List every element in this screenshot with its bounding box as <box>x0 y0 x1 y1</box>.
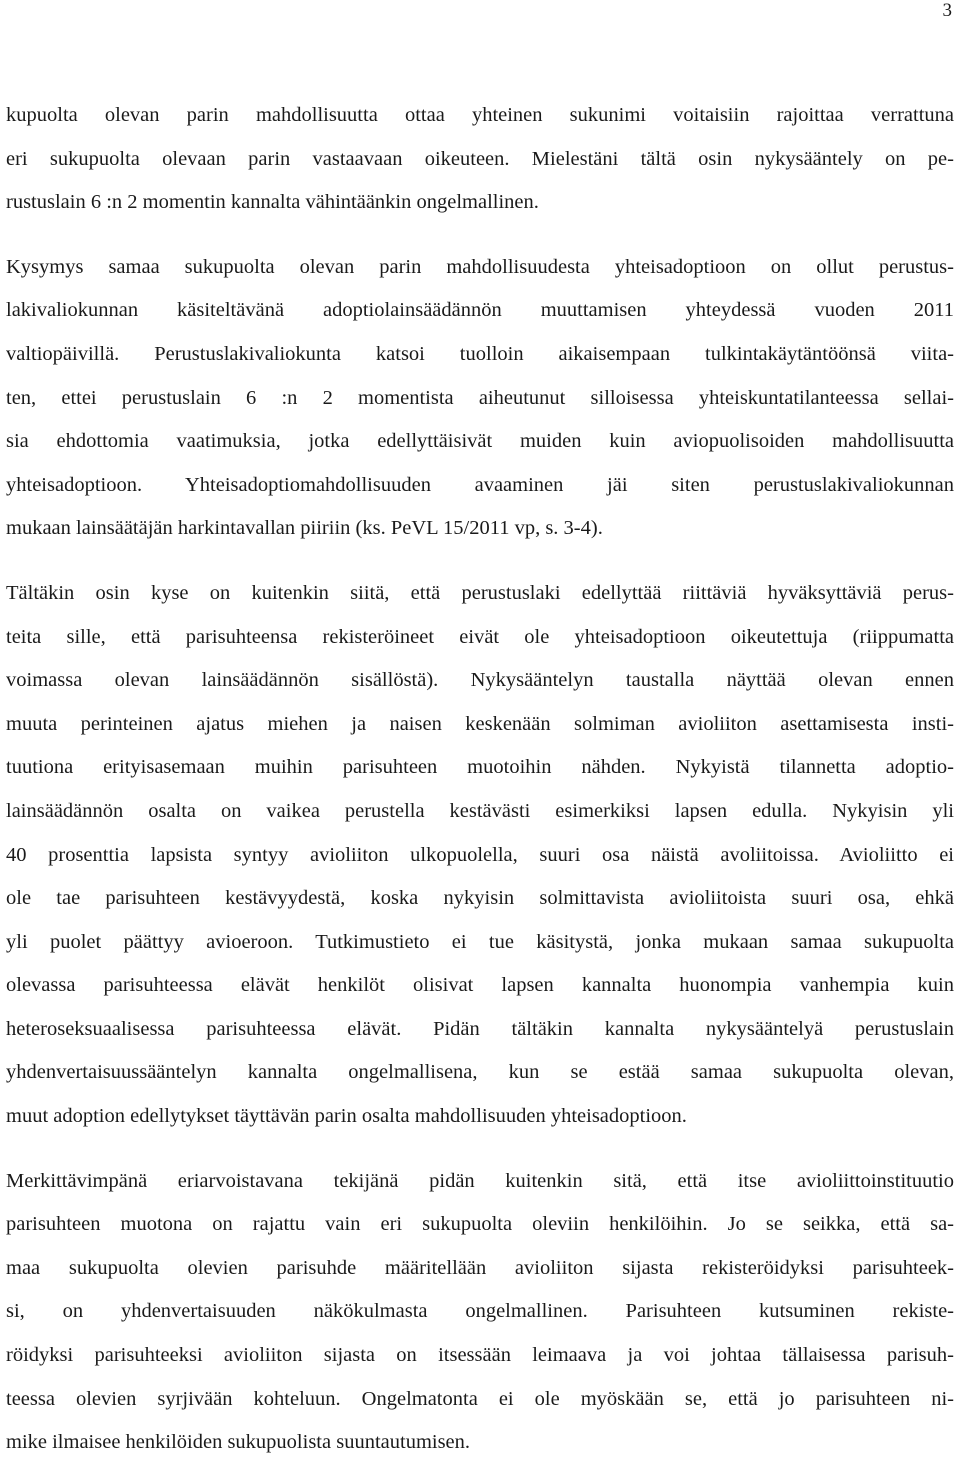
text-line: valtiopäivillä. Perustuslakivaliokunta katsoi tuolloin aikaisempaan tulkintakäytäntöönsä viita- <box>6 342 954 365</box>
text-line: sia ehdottomia vaatimuksia, jotka edellyttäisivät muiden kuin aviopuolisoiden mahdollisuutta <box>6 430 954 453</box>
text-line: 40 prosenttia lapsista syntyy avioliiton ulkopuolella, suuri osa näistä avoliitoissa. Avioliitto ei <box>6 843 954 866</box>
page-number: 3 <box>942 0 952 21</box>
text-line: yli puolet päättyy avioeroon. Tutkimustieto ei tue käsitystä, jonka mukaan samaa sukupuolta <box>6 930 954 953</box>
text-line: Tältäkin osin kyse on kuitenkin siitä, että perustuslaki edellyttää riittäviä hyväksyttäviä perus- <box>6 581 954 604</box>
text-line: kupuolta olevan parin mahdollisuutta ottaa yhteinen sukunimi voitaisiin rajoittaa verrattuna <box>6 104 954 126</box>
text-line: teessa olevien syrjivään kohteluun. Ongelmatonta ei ole myöskään se, että jo parisuhteen ni- <box>6 1387 954 1410</box>
text-line: Kysymys samaa sukupuolta olevan parin mahdollisuudesta yhteisadoptioon on ollut perustus- <box>6 255 954 278</box>
text-line: voimassa olevan lainsäädännön sisällöstä). Nykysääntelyn taustalla näyttää olevan ennen <box>6 669 954 692</box>
text-line: eri sukupuolta olevaan parin vastaavaan oikeuteen. Mielestäni tältä osin nykysääntely on pe- <box>6 147 954 170</box>
paragraph-3 <box>6 572 954 1139</box>
text-line: ten, ettei perustuslain 6 :n 2 momentista aiheutunut silloisessa yhteiskuntatilanteessa sellai- <box>6 386 954 409</box>
text-line: lainsäädännön osalta on vaikea perustella kestävästi esimerkiksi lapsen edulla. Nykyisin yli <box>6 799 954 822</box>
document-body <box>6 94 954 1465</box>
text-line: tuutiona erityisasemaan muihin parisuhteen muotoihin nähden. Nykyistä tilannetta adoptio- <box>6 756 954 779</box>
text-line: röidyksi parisuhteeksi avioliiton sijasta on itsessään leimaava ja voi johtaa tällaisessa parisuh- <box>6 1344 954 1367</box>
text-line: yhteisadoptioon. Yhteisadoptiomahdollisuuden avaaminen jäi siten perustuslakivaliokunnan <box>6 473 954 496</box>
text-line: yhdenvertaisuussääntelyn kannalta ongelmallisena, kun se estää samaa sukupuolta olevan, <box>6 1061 954 1084</box>
paragraph-4 <box>6 1160 954 1465</box>
text-line: mukaan lainsäätäjän harkintavallan piiriin (ks. PeVL 15/2011 vp, s. 3-4). <box>6 517 603 540</box>
text-line: rustuslain 6 :n 2 momentin kannalta vähintäänkin ongelmallinen. <box>6 191 539 214</box>
text-line: heteroseksuaalisessa parisuhteessa elävät. Pidän tältäkin kannalta nykysääntelyä perustuslain <box>6 1017 954 1040</box>
paragraph-1 <box>6 94 954 225</box>
text-line: maa sukupuolta olevien parisuhde määritellään avioliiton sijasta rekisteröidyksi parisuhteek- <box>6 1256 954 1279</box>
text-line: Merkittävimpänä eriarvoistavana tekijänä pidän kuitenkin sitä, että itse avioliittoinstituutio <box>6 1169 954 1192</box>
text-line: parisuhteen muotona on rajattu vain eri sukupuolta oleviin henkilöihin. Jo se seikka, että sa- <box>6 1213 954 1236</box>
text-line: teita sille, että parisuhteensa rekisteröineet eivät ole yhteisadoptioon oikeutettuja (riippumatta <box>6 625 954 648</box>
text-line: muut adoption edellytykset täyttävän parin osalta mahdollisuuden yhteisadoptioon. <box>6 1105 687 1128</box>
text-line: muuta perinteinen ajatus miehen ja naisen keskenään solmiman avioliiton asettamisesta insti- <box>6 712 954 735</box>
text-line: olevassa parisuhteessa elävät henkilöt olisivat lapsen kannalta huonompia vanhempia kuin <box>6 974 954 997</box>
text-line: ole tae parisuhteen kestävyydestä, koska nykyisin solmittavista avioliitoista suuri osa, ehkä <box>6 887 954 910</box>
paragraph-2 <box>6 246 954 551</box>
text-line: si, on yhdenvertaisuuden näkökulmasta ongelmallinen. Parisuhteen kutsuminen rekiste- <box>6 1300 954 1323</box>
text-line: mike ilmaisee henkilöiden sukupuolista suuntautumisen. <box>6 1431 471 1454</box>
text-line: lakivaliokunnan käsiteltävänä adoptiolainsäädännön muuttamisen yhteydessä vuoden 2011 <box>6 299 954 322</box>
